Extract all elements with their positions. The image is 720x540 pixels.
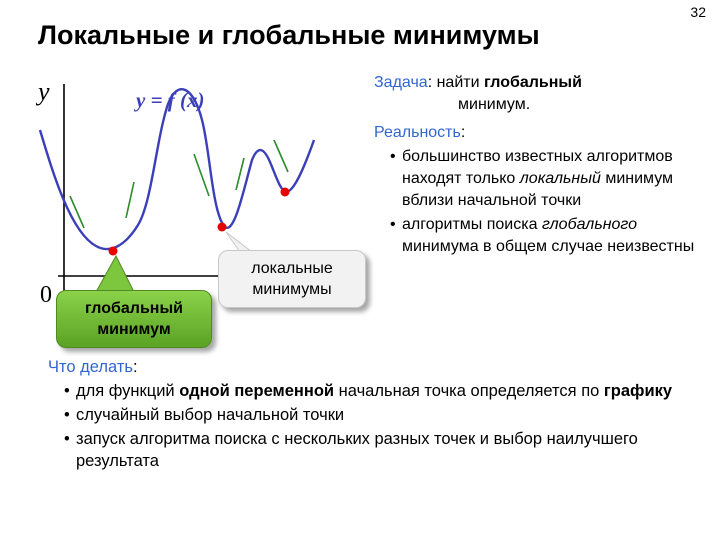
local-minima-label-line1: локальные: [251, 260, 333, 277]
global-minimum-label-line2: минимум: [97, 321, 171, 338]
origin-label: 0: [40, 282, 52, 308]
global-minimum-label-line1: глобальный: [85, 300, 183, 317]
function-label: y = f (x): [136, 88, 205, 112]
global-callout-pointer: [96, 256, 134, 292]
local-minimum-dot: [281, 188, 290, 197]
list-item: • для функций одной переменной начальная точка определяется по графику: [76, 380, 708, 402]
list-item: • случайный выбор начальной точки: [76, 404, 708, 426]
local-minima-label-line2: минимумы: [252, 281, 332, 298]
global-minimum-dot: [109, 247, 118, 256]
local-callout-pointer: [226, 232, 252, 252]
global-minimum-callout: [56, 290, 212, 348]
function-curve: [40, 89, 314, 249]
reality-label: Реальность: [374, 124, 461, 141]
reality-list: [374, 146, 714, 258]
todo-heading: Что делать: [48, 358, 133, 376]
todo-block: [48, 356, 708, 472]
todo-list: [48, 380, 708, 472]
local-minima-callout: [218, 250, 366, 308]
task-line: Задача: найти глобальный: [374, 74, 582, 91]
task-text-bold: глобальный: [483, 74, 582, 91]
list-item: • запуск алгоритма поиска с нескольких разных точек и выбор наилучшего результата: [76, 428, 708, 472]
task-label: Задача: [374, 74, 428, 91]
local-minimum-dot: [218, 223, 227, 232]
task-text-prefix: найти: [436, 74, 480, 91]
reality-line: Реальность:: [374, 124, 466, 141]
task-block: [374, 72, 714, 258]
list-item: • большинство известных алгоритмов находят только локальный минимум вблизи начальной точки: [402, 146, 714, 212]
page-number: 32: [690, 4, 706, 20]
task-text-suffix: минимум.: [458, 96, 531, 113]
list-item: • алгоритмы поиска глобального минимума в общем случае неизвестны: [402, 214, 714, 258]
page-title: Локальные и глобальные минимумы: [38, 20, 540, 50]
y-axis-label: y: [38, 77, 50, 106]
todo-heading-line: Что делать:: [48, 358, 138, 376]
